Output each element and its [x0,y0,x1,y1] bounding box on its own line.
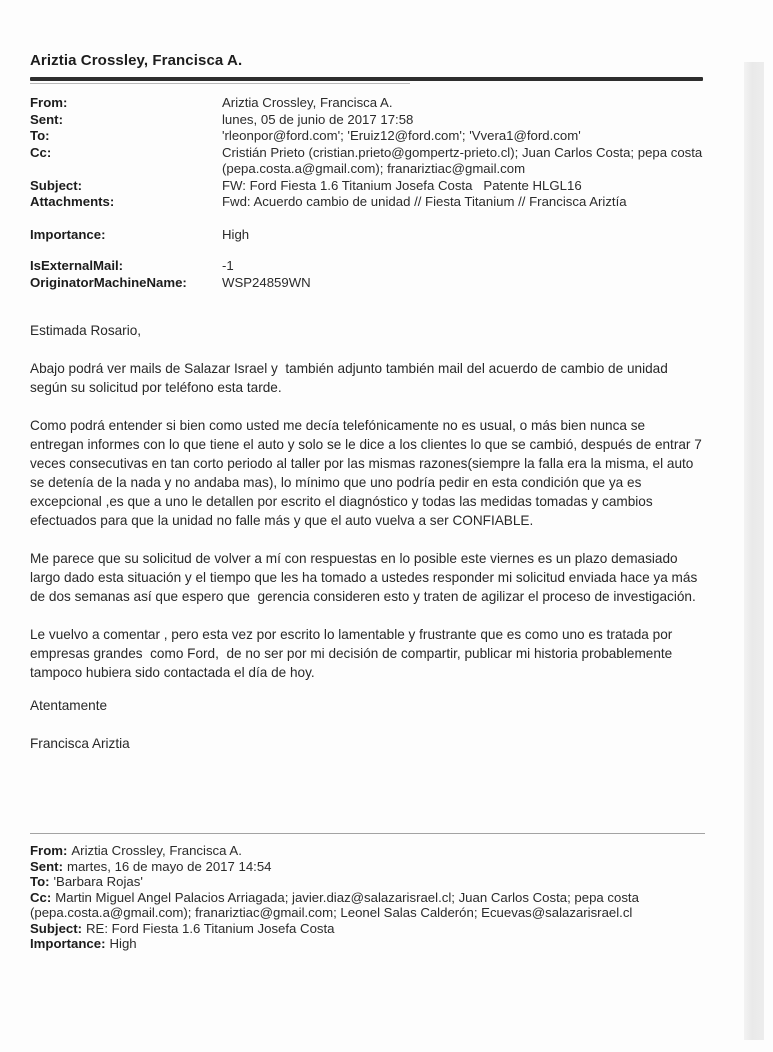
subject-value: FW: Ford Fiesta 1.6 Titanium Josefa Costa Patente HLGL16 [222,177,582,193]
signature: Francisca Ariztia [30,736,130,751]
header-row-cc [30,145,713,178]
paragraph-3: Me parece que su solicitud de volver a mí con respuestas en lo posible este viernes es un plazo demasiado largo dado esta situación y el tiempo que les ha tomado a ustedes responder mi solicitud enviada hace ya más de dos semanas así que espero que gerencia consideren esto y traten de agilizar el proceso de investigación. [30,551,702,604]
quoted-cc-label: Cc: [30,889,52,905]
importance-label: Importance: [30,226,106,242]
quoted-row-to [30,874,675,890]
page-title: Ariztia Crossley, Francisca A. [30,52,243,69]
quoted-email-header [30,843,675,952]
quoted-to-value: 'Barbara Rojas' [53,874,143,889]
quoted-subject-value: RE: Ford Fiesta 1.6 Titanium Josefa Costa [86,920,335,936]
email1-header-table [30,95,713,211]
quoted-importance-label: Importance: [30,936,106,951]
isexternalmail-label: IsExternalMail: [30,258,124,273]
header-row-isexternalmail [30,258,311,275]
attachments-value: Fwd: Acuerdo cambio de unidad // Fiesta Titanium // Francisca Ariztía [222,194,627,209]
cc-value: Cristián Prieto (cristian.prieto@gompertz-prieto.cl); Juan Carlos Costa; pepa costa (pepa.costa.a@gmail.com); franariztiac@gmail.com [222,144,706,176]
from-label: From: [30,95,68,110]
quoted-email-divider [30,833,705,834]
closing: Atentamente [30,698,108,713]
to-label: To: [30,128,50,143]
header-row-from [30,95,713,112]
importance-value: High [222,226,250,242]
attachments-label: Attachments: [30,194,115,209]
quoted-importance-value: High [109,936,137,951]
quoted-from-label: From: [30,843,68,858]
quoted-subject-label: Subject: [30,920,83,936]
sent-value: lunes, 05 de junio de 2017 17:58 [222,111,414,127]
originatormachinename-label: OriginatorMachineName: [30,274,187,290]
quoted-to-label: To: [30,874,50,889]
letter-body [30,321,706,753]
header-row-importance [30,227,249,244]
from-value: Ariztia Crossley, Francisca A. [222,95,393,110]
to-value: 'rleonpor@ford.com'; 'Eruiz12@ford.com'; 'Vvera1@ford.com' [222,128,581,143]
quoted-row-from [30,843,675,859]
quoted-sent-label: Sent: [30,858,63,874]
paragraph-1: Abajo podrá ver mails de Salazar Israel y también adjunto también mail del acuerdo de cambio de unidad según su solicitud por teléfono esta tarde. [30,361,672,395]
originatormachinename-value: WSP24859WN [222,274,311,290]
quoted-row-cc [30,890,675,921]
title-divider-rule [30,77,703,81]
subject-label: Subject: [30,177,83,193]
greeting: Estimada Rosario, [30,323,142,338]
email1-meta-table [30,258,311,291]
quoted-cc-value: Martin Miguel Angel Palacios Arriagada; javier.diaz@salazarisrael.cl; Juan Carlos Costa; pepa costa (pepa.costa.a@gmail.com); franariztiac@gmail.com; Leonel Salas Calderón; Ecuevas@salazarisrael.cl [30,889,643,920]
email1-importance-table [30,227,249,244]
title-divider-ghost [30,83,410,84]
quoted-row-sent [30,859,675,875]
quoted-from-value: Ariztia Crossley, Francisca A. [71,843,242,858]
quoted-sent-value: martes, 16 de mayo de 2017 14:54 [66,858,272,874]
quoted-row-importance [30,936,675,952]
header-row-attachments [30,194,713,211]
header-row-subject [30,178,713,195]
sent-label: Sent: [30,111,63,127]
header-row-to [30,128,713,145]
header-row-originatormachinename [30,275,311,292]
paragraph-2: Como podrá entender si bien como usted me decía telefónicamente no es usual, o más bien nunca se entregan informes con lo que tiene el auto y solo se le dice a los clientes lo que se cambió, después de entrar 7 veces consecutivas en tan corto periodo al taller por las mismas razones(siempre la falla era la misma, el auto se detenía de la nada y no andaba mas), lo mínimo que uno podría pedir en esta condición que ya es excepcional ,es que a uno le detallen por escrito el diagnóstico y todas las medidas tomadas y cambios efectuados para que la unidad no falle más y que el auto vuelva a ser CONFIABLE. [30,418,706,528]
header-row-sent [30,112,713,129]
isexternalmail-value: -1 [222,258,234,273]
quoted-row-subject [30,921,675,937]
paragraph-4: Le vuelvo a comentar , pero esta vez por escrito lo lamentable y frustrante que es como uno es tratada por empresas grandes como Ford, de no ser por mi decisión de compartir, publicar mi historia probablemente tampoco hubiera sido contactada el día de hoy. [30,627,677,680]
email-document-page [0,52,773,952]
cc-label: Cc: [30,144,52,160]
